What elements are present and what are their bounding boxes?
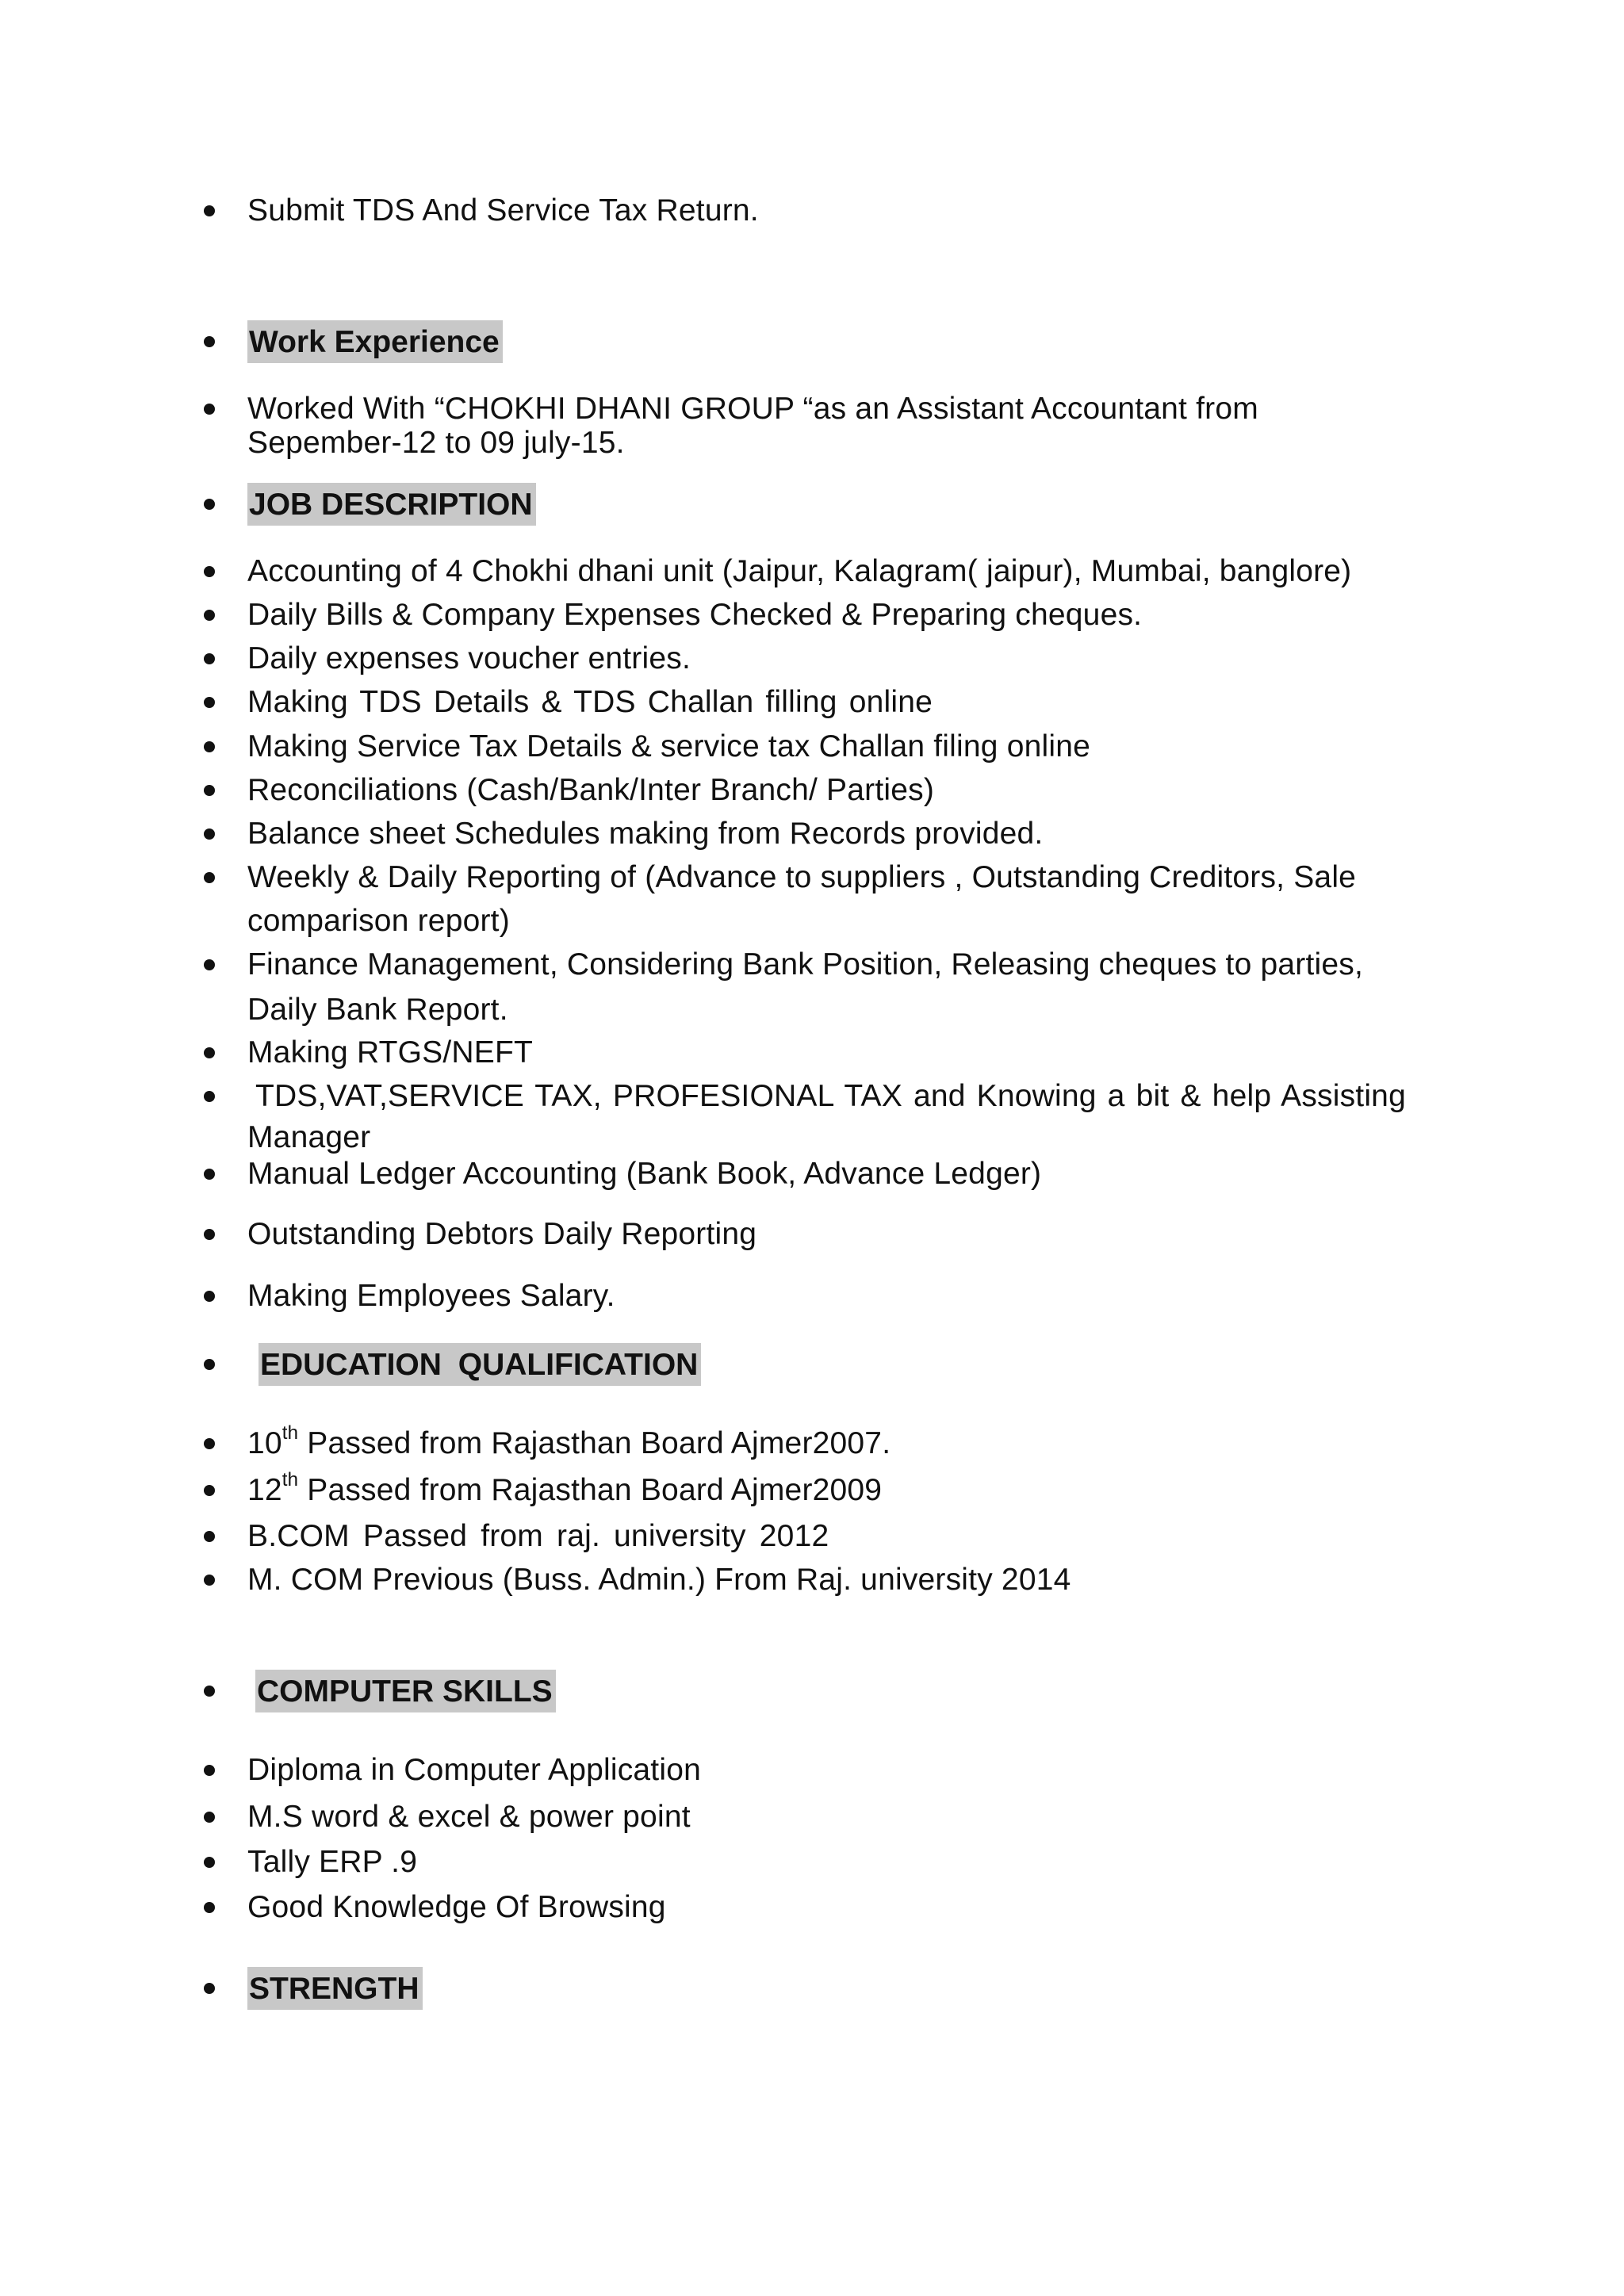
education-detail: Passed from Rajasthan Board Ajmer2007. <box>298 1426 891 1460</box>
bullet-icon <box>204 741 215 752</box>
bullet-icon <box>204 1047 215 1058</box>
list-item-continuation: Daily Bank Report. <box>247 993 508 1027</box>
list-item: Making Employees Salary. <box>247 1279 615 1313</box>
list-item: Finance Management, Considering Bank Position, Releasing cheques to parties, <box>247 947 1364 982</box>
bullet-icon <box>204 1902 215 1913</box>
list-item: Manual Ledger Accounting (Bank Book, Advance Ledger) <box>247 1157 1042 1191</box>
list-item: Daily Bills & Company Expenses Checked & Preparing cheques. <box>247 598 1143 632</box>
bullet-icon <box>204 1983 215 1994</box>
list-item: Outstanding Debtors Daily Reporting <box>247 1217 757 1251</box>
list-item: M. COM Previous (Buss. Admin.) From Raj. university 2014 <box>247 1563 1071 1597</box>
list-item: Tally ERP .9 <box>247 1845 418 1879</box>
ordinal-suffix: th <box>282 1469 299 1490</box>
bullet-icon <box>204 1438 215 1449</box>
bullet-icon <box>204 404 215 415</box>
bullet-icon <box>204 1485 215 1496</box>
bullet-icon <box>204 1169 215 1180</box>
list-item: Good Knowledge Of Browsing <box>247 1890 666 1924</box>
list-item: Making RTGS/NEFT <box>247 1035 534 1070</box>
section-heading-education: EDUCATION QUALIFICATION <box>259 1343 701 1386</box>
bullet-icon <box>204 1765 215 1776</box>
bullet-icon <box>204 1291 215 1302</box>
section-heading-computer-skills: COMPUTER SKILLS <box>255 1670 556 1712</box>
bullet-icon <box>204 785 215 796</box>
list-item: B.COM Passed from raj. university 2012 <box>247 1519 829 1553</box>
list-item-continuation: comparison report) <box>247 904 510 938</box>
list-item: Reconciliations (Cash/Bank/Inter Branch/ Parties) <box>247 773 935 807</box>
section-heading-work-experience: Work Experience <box>247 320 503 363</box>
bullet-icon <box>204 1091 215 1102</box>
bullet-icon <box>204 566 215 577</box>
list-item: Balance sheet Schedules making from Records provided. <box>247 817 1044 851</box>
ordinal-suffix: th <box>282 1422 299 1444</box>
list-item: Worked With “CHOKHI DHANI GROUP “as an Assistant Accountant from <box>247 392 1258 426</box>
list-item: Daily expenses voucher entries. <box>247 641 691 675</box>
bullet-icon <box>204 828 215 840</box>
bullet-icon <box>204 205 215 216</box>
list-item: Making Service Tax Details & service tax Challan filing online <box>247 729 1091 763</box>
bullet-icon <box>204 959 215 970</box>
bullet-icon <box>204 1229 215 1240</box>
list-item <box>247 1468 1437 1512</box>
list-item: TDS,VAT,SERVICE TAX, PROFESIONAL TAX and Knowing a bit & help Assisting <box>255 1079 1406 1113</box>
list-item: M.S word & excel & power point <box>247 1800 691 1834</box>
bullet-icon <box>204 1686 215 1697</box>
list-item-continuation: Sepember-12 to 09 july-15. <box>247 426 625 460</box>
bullet-icon <box>204 1531 215 1542</box>
bullet-icon <box>204 697 215 708</box>
section-heading-strength: STRENGTH <box>247 1967 423 2010</box>
bullet-icon <box>204 610 215 621</box>
bullet-icon <box>204 1575 215 1586</box>
bullet-icon <box>204 1857 215 1868</box>
bullet-icon <box>204 653 215 664</box>
list-item: Making TDS Details & TDS Challan filling online <box>247 685 933 719</box>
bullet-icon <box>204 1359 215 1370</box>
list-item: Submit TDS And Service Tax Return. <box>247 193 759 228</box>
bullet-icon <box>204 872 215 883</box>
section-heading-job-description: JOB DESCRIPTION <box>247 483 536 526</box>
list-item: Weekly & Daily Reporting of (Advance to suppliers , Outstanding Creditors, Sale <box>247 860 1357 894</box>
bullet-icon <box>204 499 215 510</box>
grade-number: 12 <box>247 1473 282 1507</box>
education-detail: Passed from Rajasthan Board Ajmer2009 <box>298 1473 883 1507</box>
bullet-icon <box>204 336 215 347</box>
grade-number: 10 <box>247 1426 282 1460</box>
list-item: Diploma in Computer Application <box>247 1753 701 1787</box>
list-item: Accounting of 4 Chokhi dhani unit (Jaipur, Kalagram( jaipur), Mumbai, banglore) <box>247 554 1352 588</box>
bullet-icon <box>204 1812 215 1823</box>
list-item <box>247 1422 1437 1465</box>
list-item-continuation: Manager <box>247 1120 371 1154</box>
